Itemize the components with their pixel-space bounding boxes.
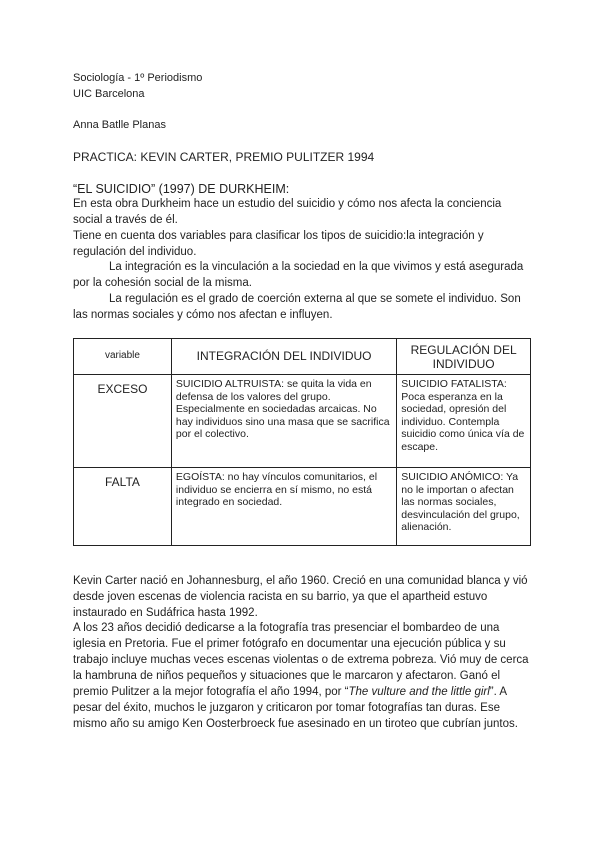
durkheim-paragraph-1: En esta obra Durkheim hace un estudio del suicidio y cómo nos afecta la conciencia social a través de él. [73, 198, 502, 226]
suicide-types-table [73, 338, 531, 546]
carter-paragraph-2 [73, 620, 533, 732]
cell-egoista: EGOÍSTA: no hay vínculos comunitarios, el individuo se encierra en sí mismo, no está integrado en sociedad. [171, 468, 396, 546]
cell-fatalista: SUICIDIO FATALISTA: Poca esperanza en la sociedad, opresión del individuo. Contempla suicidio como única vía de escape. [397, 375, 531, 468]
header-regulacion: REGULACIÓN DEL INDIVIDUO [397, 339, 531, 375]
durkheim-heading: “EL SUICIDIO” (1997) DE DURKHEIM: [73, 182, 290, 196]
cell-anomico: SUICIDIO ANÓMICO: Ya no le importan o afectan las normas sociales, desvinculación del grupo, alienación. [397, 468, 531, 546]
author-line: Anna Batlle Planas [73, 119, 166, 131]
table-row [74, 375, 531, 468]
carter-paragraph-2-start: A los 23 años decidió dedicarse a la fotografía tras presenciar el bombardeo de una iglesia en Pretoria. Fue el primer fotógrafo en documentar una ejecución pública y su trabajo incluye muchas veces escenas violentas o de extrema pobreza. Vió muy de cerca la hambruna de niños pequeños y situaciones que le marcaron y afectaron. Ganó el premio Pulitzer a la mejor fotografía el año 1994, por “ [73, 622, 529, 698]
row-label-exceso: EXCESO [74, 375, 172, 468]
photo-title: The vulture and the little girl [348, 686, 490, 698]
cell-altruista: SUICIDIO ALTRUISTA: se quita la vida en defensa de los valores del grupo. Especialmente en sociedadas arcaicas. No hay individuos sino una masa que se sacrifica por el colectivo. [171, 375, 396, 468]
table-header-row [74, 339, 531, 375]
table-row [74, 468, 531, 546]
carter-paragraph-1: Kevin Carter nació en Johannesburg, el año 1960. Creció en una comunidad blanca y vió desde joven escenas de violencia racista en su barrio, ya que el apartheid estuvo instaurado en Sudáfrica hasta 1992. [73, 575, 528, 619]
header-variable: variable [74, 339, 172, 375]
course-line: Sociología - 1º Periodismo [73, 72, 203, 84]
durkheim-paragraph-3: La integración es la vinculación a la sociedad en la que vivimos y está asegurada por la cohesión social de la misma. [73, 261, 524, 289]
durkheim-paragraph-2: Tiene en cuenta dos variables para clasificar los tipos de suicidio:la integración y regulación del individuo. [73, 230, 484, 258]
document-title: PRACTICA: KEVIN CARTER, PREMIO PULITZER 1994 [73, 150, 375, 164]
header-integracion: INTEGRACIÓN DEL INDIVIDUO [171, 339, 396, 375]
carter-paragraph-2-end: ”. A pesar del éxito, muchos le juzgaron y criticaron por tomar fotografías tan duras. Ese mismo año su amigo Ken Oosterbroeck fue asesinado en un tiroteo que cubrían juntos. [73, 686, 518, 730]
row-label-falta: FALTA [74, 468, 172, 546]
school-line: UIC Barcelona [73, 88, 145, 100]
durkheim-paragraph-4: La regulación es el grado de coerción externa al que se somete el individuo. Son las normas sociales y cómo nos afectan e influyen. [73, 293, 521, 321]
